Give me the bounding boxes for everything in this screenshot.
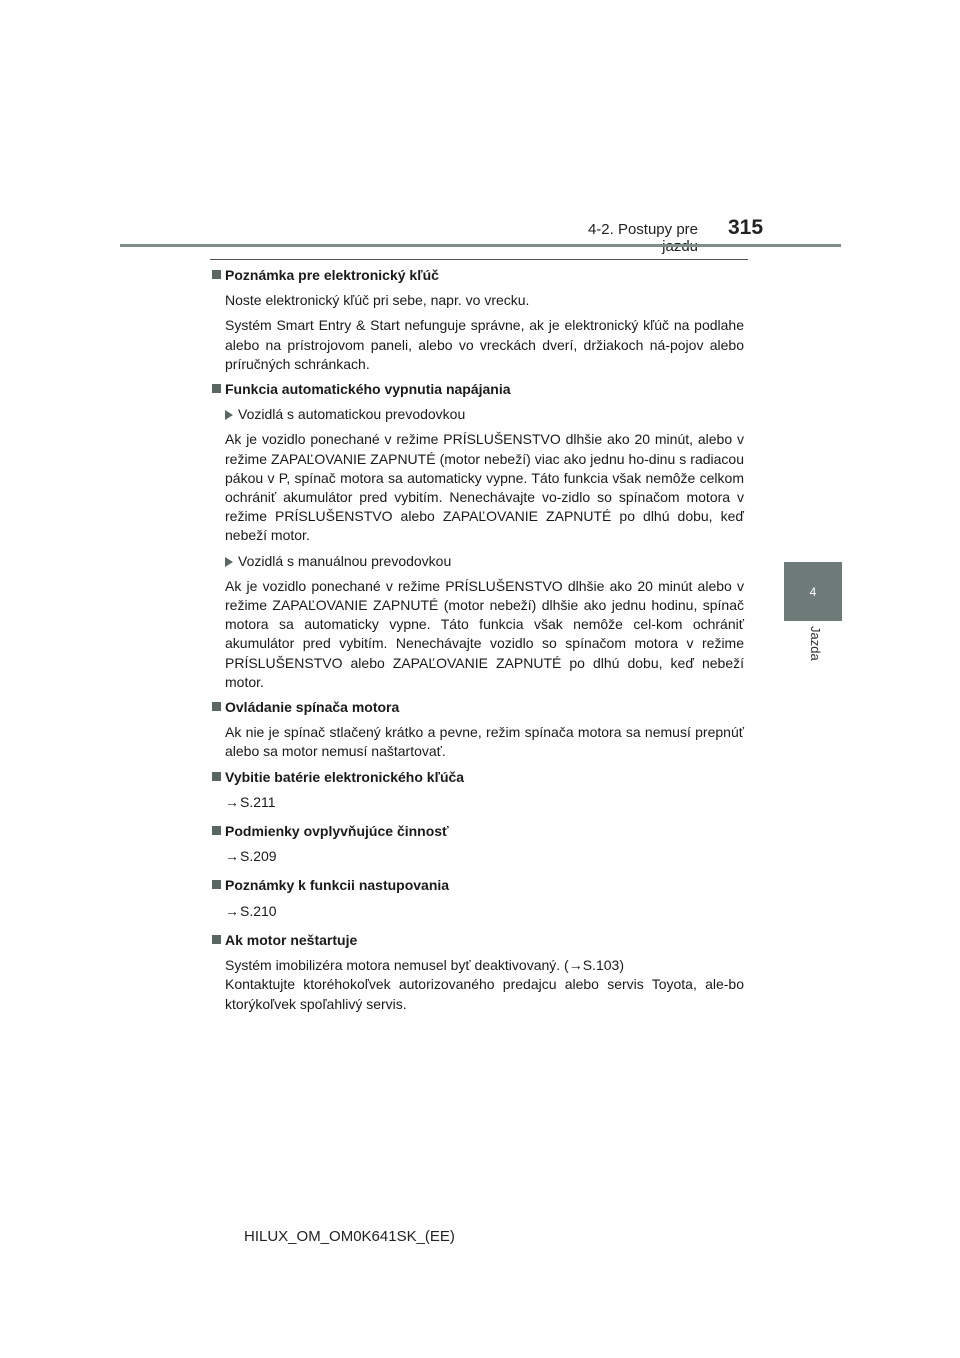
subheading (225, 405, 744, 424)
page-reference[interactable] (225, 847, 744, 866)
triangle-bullet-icon (225, 557, 233, 567)
chapter-number: 4 (809, 584, 817, 599)
square-bullet-icon (212, 270, 221, 279)
page-content (210, 266, 744, 1020)
chapter-tab (784, 562, 842, 621)
page-reference[interactable] (225, 793, 744, 812)
paragraph-text: Systém imobilizéra motora nemusel byť deaktivovaný. ( (225, 957, 569, 974)
section-title: Poznámky k funkcii nastupovania (225, 877, 450, 894)
paragraph: Kontaktujte ktoréhokoľvek autorizovaného predajcu alebo servis Toyota, ale-bo ktorýkoľvek spoľahlivý servis. (225, 976, 744, 1012)
square-bullet-icon (212, 935, 221, 944)
arrow-right-icon: → (225, 902, 239, 919)
square-bullet-icon (212, 826, 221, 835)
header-rule (120, 244, 841, 247)
content-rule (210, 259, 748, 260)
arrow-right-icon: → (568, 957, 583, 974)
paragraph-text: ) (619, 957, 624, 974)
square-bullet-icon (212, 772, 221, 781)
section-heading (210, 266, 744, 285)
paragraph: Ak je vozidlo ponechané v režime PRÍSLUŠENSTVO dlhšie ako 20 minút alebo v režime ZAPAĽOVANIE ZAPNUTÉ (motor nebeží) dlhšie ako jednu hodinu, spínač motora sa automaticky vypne. Táto funkcia však nemôže cel-kom ochrániť akumulátor pred vybitím. Nenechávajte vozidlo so spínačom motora v režime PRÍSLUŠENSTVO alebo ZAPAĽOVANIE ZAPNUTÉ po dlhú dobu, keď nebeží motor. (225, 577, 744, 690)
section-title: Ovládanie spínača motora (225, 699, 400, 716)
subheading-text: Vozidlá s manuálnou prevodovkou (238, 552, 452, 569)
section-heading (210, 698, 744, 717)
header-section-title: 4-2. Postupy pre (587, 221, 698, 238)
section-title: Poznámka pre elektronický kľúč (225, 267, 439, 283)
paragraph: Noste elektronický kľúč pri sebe, napr. vo vrecku. (225, 292, 530, 309)
paragraph: Ak je vozidlo ponechané v režime PRÍSLUŠENSTVO dlhšie ako 20 minút, alebo v režime ZAPAĽOVANIE ZAPNUTÉ (motor nebeží) viac ako jednu ho-dinu s radiacou pákou v P, spínač motora sa automaticky vypne. Táto funkcia však nemôže celkom ochrániť akumulátor pred vybitím. Nenechávajte vo-zidlo so spínačom motora v režime PRÍSLUŠENSTVO alebo ZAPAĽOVANIE ZAPNUTÉ po dlhú dobu, keď nebeží motor. (225, 431, 744, 544)
paragraph (225, 956, 744, 975)
paragraph: Ak nie je spínač stlačený krátko a pevne, režim spínača motora sa nemusí prepnúť alebo sa motor nemusí naštartovať. (225, 724, 744, 760)
section-title: Funkcia automatického vypnutia napájania (225, 381, 511, 398)
reference-text: S.210 (240, 902, 277, 919)
triangle-bullet-icon (225, 410, 233, 420)
square-bullet-icon (212, 702, 221, 711)
section-title: Podmienky ovplyvňujúce činnosť (225, 823, 449, 840)
page-number: 315 (728, 216, 764, 239)
section-heading (210, 876, 744, 895)
subheading-text: Vozidlá s automatickou prevodovkou (238, 406, 466, 423)
section-heading (210, 380, 744, 399)
chapter-name: Jazda (808, 626, 823, 661)
square-bullet-icon (212, 384, 221, 393)
paragraph: Systém Smart Entry & Start nefunguje správne, ak je elektronický kľúč na podlahe alebo na prístrojovom paneli, alebo vo vreckách dverí, držiakoch ná-pojov alebo príručných schránkach. (225, 317, 744, 372)
section-title: Vybitie batérie elektronického kľúča (225, 768, 465, 785)
reference-text: S.211 (240, 793, 276, 810)
reference-text: S.209 (240, 848, 277, 865)
section-heading (210, 931, 744, 950)
section-title: Ak motor neštartuje (225, 931, 358, 948)
page-reference[interactable] (225, 902, 744, 921)
document-code: HILUX_OM_OM0K641SK_(EE) (244, 1228, 455, 1245)
subheading (225, 552, 744, 571)
section-heading (210, 768, 744, 787)
arrow-right-icon: → (225, 848, 239, 865)
arrow-right-icon: → (225, 793, 239, 810)
inline-reference[interactable]: S.103 (582, 957, 620, 974)
square-bullet-icon (212, 880, 221, 889)
section-heading (210, 822, 744, 841)
